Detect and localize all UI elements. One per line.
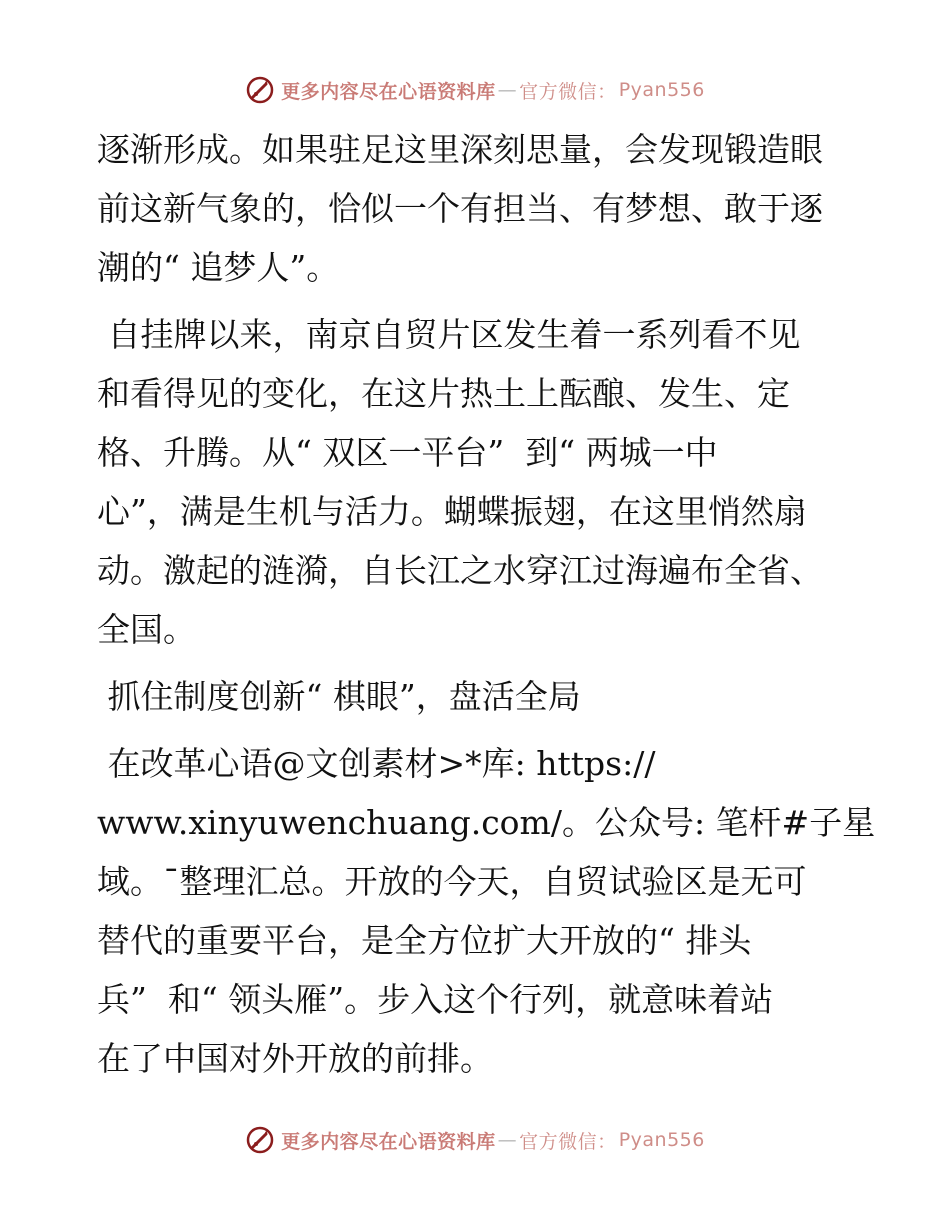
banner-dash: —: [497, 79, 518, 101]
text-line: 和看得见的变化，在这片热土上酝酿、发生、定: [97, 374, 790, 413]
text-line: 全国。: [97, 610, 196, 649]
section-heading: [97, 667, 857, 726]
document-body: [97, 120, 876, 1096]
text-line: 自挂牌以来，南京自贸片区发生着一系列看不见: [97, 315, 801, 354]
banner-dash: —: [497, 1129, 518, 1151]
text-line: www.xinyuwenchuang.com/。公众号: 笔杆#子星: [97, 803, 876, 842]
text-line: 兵” 和“ 领头雁”。步入这个行列，就意味着站: [97, 980, 774, 1019]
text-line: 抓住制度创新“ 棋眼”，盘活全局: [97, 677, 581, 716]
banner-wechat-label: 官方微信：: [519, 1130, 617, 1153]
text-line: 前这新气象的，恰似一个有担当、有梦想、敢于逐: [97, 189, 823, 228]
quill-logo-icon: [245, 1125, 275, 1155]
text-line: 动。激起的涟漪，自长江之水穿江过海遍布全省、: [97, 551, 823, 590]
text-line: 在了中国对外开放的前排。: [97, 1039, 493, 1078]
text-line: 域。¯整理汇总。开放的今天，自贸试验区是无可: [97, 862, 807, 901]
banner-wechat-label: 官方微信：: [519, 80, 617, 103]
text-line: 替代的重要平台，是全方位扩大开放的“ 排头: [97, 921, 752, 960]
banner-title: 更多内容尽在心语资料库: [281, 1130, 496, 1153]
text-line: 格、升腾。从“ 双区一平台” 到“ 两城一中: [97, 433, 718, 472]
header-banner: [0, 70, 950, 110]
banner-wechat-id: Pyan556: [618, 1129, 705, 1151]
text-line: 心”，满是生机与活力。蝴蝶振翅，在这里悄然扇: [97, 492, 807, 531]
text-line: 逐渐形成。如果驻足这里深刻思量，会发现锻造眼: [97, 130, 823, 169]
paragraph-3: [97, 734, 876, 1088]
banner-title: 更多内容尽在心语资料库: [281, 80, 496, 103]
text-line: 潮的“ 追梦人”。: [97, 248, 340, 287]
text-line: 在改革心语@文创素材>*库: https://: [97, 744, 656, 783]
banner-wechat-id: Pyan556: [618, 79, 705, 101]
paragraph-2: [97, 305, 857, 659]
quill-logo-icon: [245, 75, 275, 105]
footer-banner: [0, 1120, 950, 1160]
paragraph-1: [97, 120, 857, 297]
